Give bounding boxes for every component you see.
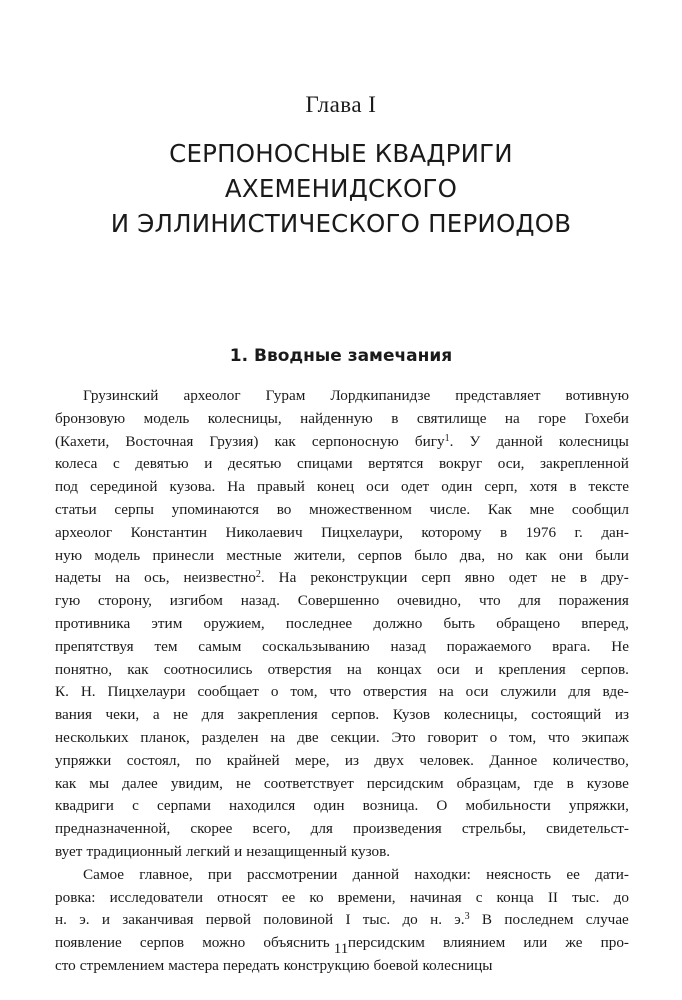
chapter-title	[60, 136, 622, 241]
text-line	[55, 431, 629, 454]
word: Кузов	[392, 706, 431, 724]
word: как	[55, 774, 77, 792]
word: спицами	[296, 455, 353, 473]
word: вания	[55, 706, 92, 724]
word: г.	[574, 523, 583, 541]
word: конца	[496, 888, 534, 906]
word: говорит	[427, 728, 478, 746]
word: чеки,	[105, 706, 140, 724]
word: данной	[496, 432, 543, 450]
word: что	[329, 683, 352, 701]
word: и	[101, 911, 110, 929]
text-line	[55, 636, 629, 659]
word: заканчивая	[122, 911, 194, 929]
word: серединой	[90, 478, 158, 496]
word: которому	[421, 523, 482, 541]
word: что	[478, 592, 501, 610]
word: один	[441, 478, 473, 496]
word: для	[201, 706, 224, 724]
word: серпов.	[331, 706, 380, 724]
word: поражения	[558, 592, 629, 610]
word: отверстия	[267, 660, 332, 678]
word: половиной	[263, 911, 334, 929]
word: незащищенный	[246, 842, 347, 860]
word: оружием,	[203, 614, 265, 632]
word: нескольких	[55, 728, 129, 746]
word: про-	[600, 934, 629, 952]
word: модель	[94, 546, 141, 564]
word: колесницы	[558, 432, 629, 450]
chapter-label: Глава I	[305, 92, 377, 117]
word: жители,	[293, 546, 346, 564]
chapter-title-line: И ЭЛЛИНИСТИЧЕСКОГО ПЕРИОДОВ	[110, 209, 572, 238]
word: мобильности	[465, 797, 551, 815]
word: до	[613, 888, 629, 906]
word: этим	[151, 614, 183, 632]
text-line	[55, 955, 629, 978]
body-text	[55, 385, 629, 978]
word: планок,	[140, 728, 190, 746]
word: служили	[500, 683, 557, 701]
word: одет	[508, 569, 537, 587]
word: но	[497, 546, 514, 564]
word: передать	[222, 956, 280, 974]
word: ровка:	[55, 888, 96, 906]
word: два,	[459, 546, 485, 564]
word: колесницы,	[443, 706, 518, 724]
text-line	[55, 590, 629, 613]
word: вде-	[602, 683, 629, 701]
word: в	[566, 774, 574, 792]
word: тыс.	[362, 911, 391, 929]
word: изгибом	[169, 592, 223, 610]
word: вертятся	[368, 455, 424, 473]
word: исследователи	[109, 888, 204, 906]
word: На	[227, 478, 245, 496]
word: и	[204, 455, 213, 473]
word: археолог	[55, 523, 113, 541]
word: две	[297, 728, 319, 746]
word: археолог	[183, 387, 241, 404]
text-line	[55, 773, 629, 796]
word: как	[274, 432, 296, 450]
word: находки:	[414, 865, 471, 883]
word: Н.	[80, 683, 96, 701]
word: дати-	[595, 865, 629, 883]
paragraph	[55, 385, 629, 864]
word: хотя	[529, 478, 558, 496]
word: крайней	[226, 751, 280, 769]
word: правый	[256, 478, 305, 496]
word: соответствует	[263, 774, 354, 792]
word: о	[489, 728, 498, 746]
word: В	[481, 911, 493, 929]
word: колесницы	[422, 956, 493, 974]
word: стрельбы,	[461, 820, 526, 838]
word: времени,	[337, 888, 396, 906]
word: конец	[316, 478, 355, 496]
word: как	[127, 660, 149, 678]
text-line	[55, 909, 629, 932]
word: мы	[89, 774, 110, 792]
paragraph	[55, 864, 629, 978]
text-line	[55, 704, 629, 727]
word: н.	[55, 911, 67, 929]
word: надеты	[55, 569, 102, 587]
word: легкий	[185, 842, 231, 860]
word: до	[402, 911, 418, 929]
text-line	[55, 681, 629, 704]
word: персидским	[366, 774, 444, 792]
word: для	[310, 820, 333, 838]
word: вокруг	[438, 455, 483, 473]
word: как	[525, 546, 547, 564]
word: врага.	[552, 637, 591, 655]
word: Пицхелаури,	[321, 523, 403, 541]
word: состоящий	[531, 706, 602, 724]
word: в	[569, 478, 577, 496]
word: они	[559, 546, 583, 564]
word: (Кахети,	[55, 432, 110, 450]
word: на	[346, 660, 362, 678]
word: начиная	[409, 888, 462, 906]
word: Как	[487, 500, 512, 518]
word: сторону,	[98, 592, 152, 610]
word: произведения	[352, 820, 442, 838]
word: с	[132, 797, 139, 815]
word: сто	[55, 956, 76, 974]
word: крепления	[498, 660, 566, 678]
word: II	[547, 888, 558, 906]
word: девятью	[135, 455, 189, 473]
word: мне	[529, 500, 555, 518]
word: на	[438, 683, 454, 701]
word: кузове	[586, 774, 629, 792]
word: самым	[198, 637, 242, 655]
word: препятствуя	[55, 637, 134, 655]
word: данной	[352, 865, 400, 883]
word: представляет	[455, 387, 541, 404]
text-line	[55, 613, 629, 636]
word: боевой	[373, 956, 419, 974]
word: О	[436, 797, 448, 815]
word: на	[504, 409, 520, 427]
word: сообщил	[571, 500, 629, 518]
word: э.	[79, 911, 90, 929]
word: бигу$^1$.	[414, 432, 454, 450]
word: были	[595, 546, 629, 564]
text-line	[55, 522, 629, 545]
word: во	[276, 500, 292, 518]
word: конструкцию	[283, 956, 370, 974]
word: образцам,	[456, 774, 521, 792]
word: и	[475, 660, 484, 678]
word: Самое	[83, 865, 125, 883]
word: находился	[229, 797, 296, 815]
word: при	[207, 865, 232, 883]
word: десятью	[227, 455, 282, 473]
word: упряжки	[55, 751, 112, 769]
word: разделен	[201, 728, 259, 746]
word: оси	[465, 683, 489, 701]
word: в	[579, 569, 588, 587]
word: явно	[464, 569, 495, 587]
word: главное,	[139, 865, 193, 883]
word: можно	[202, 934, 246, 952]
word: в	[500, 523, 508, 541]
text-line	[55, 818, 629, 841]
word: не	[236, 774, 251, 792]
word: Гурам	[265, 387, 306, 404]
word: для	[568, 683, 591, 701]
word: оси	[366, 478, 389, 496]
word: тексте	[588, 478, 629, 496]
word: бронзовую	[55, 409, 126, 427]
word: очевидно,	[397, 592, 462, 610]
word: должно	[373, 614, 423, 632]
word: и	[234, 842, 243, 860]
word: отверстия	[363, 683, 427, 701]
word: ее	[281, 888, 296, 906]
word: тыс.	[572, 888, 600, 906]
word: гую	[55, 592, 81, 610]
word: ко	[309, 888, 324, 906]
word: Данное	[489, 751, 538, 769]
word: назад	[390, 637, 426, 655]
word: предназначенной,	[55, 820, 171, 838]
word: традиционный	[86, 842, 182, 860]
word: было	[414, 546, 448, 564]
word: дру-	[601, 569, 629, 587]
word: дан-	[601, 523, 629, 541]
footnote-ref[interactable]: 3	[464, 911, 470, 923]
text-line	[55, 750, 629, 773]
word: тем	[154, 637, 178, 655]
word: Николаевич	[225, 523, 303, 541]
word: серпоносную	[311, 432, 399, 450]
word: понятно,	[55, 660, 112, 678]
word: серп	[421, 569, 451, 587]
word: первой	[205, 911, 252, 929]
word: а	[152, 706, 160, 724]
word: Пицхелаури	[107, 683, 186, 701]
word: серпов	[139, 934, 185, 952]
word: стремлением	[79, 956, 165, 974]
word: двух	[374, 751, 404, 769]
text-line	[55, 864, 629, 887]
chapter-title-line: АХЕМЕНИДСКОГО	[224, 174, 458, 203]
word: соотносились	[163, 660, 253, 678]
text-line	[55, 567, 629, 590]
word: из	[614, 706, 629, 724]
text-line	[55, 545, 629, 568]
word: числе.	[429, 500, 471, 518]
word: под	[55, 478, 79, 496]
text-line	[55, 727, 629, 750]
page-number: 11	[333, 941, 349, 957]
word: кузова.	[169, 478, 216, 496]
word: принесли	[152, 546, 215, 564]
word: на	[270, 728, 286, 746]
word: найденную	[300, 409, 373, 427]
word: где	[533, 774, 554, 792]
word: н.	[430, 911, 442, 929]
word: К.	[55, 683, 69, 701]
word: мере,	[295, 751, 330, 769]
word: один	[313, 797, 345, 815]
word: вотивную	[565, 387, 629, 404]
word: колесницы,	[207, 409, 282, 427]
word: Грузия)	[209, 432, 259, 450]
word: э.$^3$	[454, 911, 470, 929]
word: последнее	[285, 614, 353, 632]
word: ее	[566, 865, 580, 883]
section-title: 1. Вводные замечания	[229, 346, 453, 366]
text-line	[55, 408, 629, 431]
word: Грузинский	[83, 387, 159, 404]
word: персидским	[347, 934, 425, 952]
word: противника	[55, 614, 131, 632]
word: горе	[538, 409, 566, 427]
word: с	[475, 888, 483, 906]
word: серпов.	[580, 660, 629, 678]
word: или	[523, 934, 548, 952]
word: быть	[443, 614, 476, 632]
word: оси,	[497, 455, 525, 473]
word: секции.	[330, 728, 380, 746]
word: с	[112, 455, 120, 473]
word: 1976	[525, 523, 557, 541]
word: рассмотрении	[247, 865, 338, 883]
word: для	[518, 592, 541, 610]
word: вперед,	[581, 614, 629, 632]
word: же	[565, 934, 583, 952]
word: Не	[611, 637, 629, 655]
word: статьи	[55, 500, 97, 518]
word: возница.	[362, 797, 419, 815]
word: поражаемого	[446, 637, 532, 655]
word: серпами	[156, 797, 211, 815]
word: Константин	[130, 523, 207, 541]
word: закрепленной	[540, 455, 629, 473]
word: по	[195, 751, 212, 769]
word: Восточная	[125, 432, 194, 450]
word: в	[391, 409, 399, 427]
word: ось,	[144, 569, 170, 587]
text-line	[55, 887, 629, 910]
word: упряжки,	[568, 797, 629, 815]
word: У	[469, 432, 481, 450]
word: закрепления	[237, 706, 318, 724]
word: что	[548, 728, 570, 746]
word: серпы	[114, 500, 154, 518]
word: неизвестно$^2$.	[183, 569, 265, 587]
word: серп,	[484, 478, 518, 496]
word: оси	[436, 660, 460, 678]
word: на	[115, 569, 131, 587]
word: свидетельст-	[546, 820, 629, 838]
word: концах	[376, 660, 422, 678]
word: Гохеби	[584, 409, 629, 427]
word: появление	[55, 934, 122, 952]
word: местные	[226, 546, 282, 564]
word: Это	[391, 728, 416, 746]
word: На	[278, 569, 297, 587]
word: всего,	[252, 820, 291, 838]
word: экипаж	[581, 728, 629, 746]
word: случае	[585, 911, 629, 929]
word: человек.	[419, 751, 474, 769]
word: назад.	[240, 592, 280, 610]
word: том,	[290, 683, 318, 701]
word: реконструкции	[310, 569, 408, 587]
word: о	[270, 683, 279, 701]
text-line	[55, 841, 629, 864]
word: далее	[122, 774, 158, 792]
word: серпов	[357, 546, 402, 564]
word: множественном	[309, 500, 412, 518]
word: количество,	[552, 751, 629, 769]
word: Лордкипанидзе	[330, 387, 431, 404]
word: кузов.	[350, 842, 391, 860]
word: мастера	[168, 956, 219, 974]
footnote-ref[interactable]: 1	[444, 432, 450, 444]
word: модель	[143, 409, 190, 427]
word: скорее	[190, 820, 233, 838]
word: объяснить	[263, 934, 330, 952]
word: увидим,	[170, 774, 223, 792]
text-line	[55, 453, 629, 476]
text-line	[55, 385, 629, 408]
text-line	[55, 659, 629, 682]
word: относят	[217, 888, 268, 906]
word: колеса	[55, 455, 98, 473]
word: квадриги	[55, 797, 114, 815]
word: неясность	[486, 865, 552, 883]
word: I	[345, 911, 351, 929]
word: из	[344, 751, 360, 769]
word: соскальзыванию	[262, 637, 370, 655]
word: вует	[55, 842, 83, 860]
footnote-ref[interactable]: 2	[255, 569, 261, 581]
word: упоминаются	[171, 500, 259, 518]
word: сообщает	[197, 683, 259, 701]
word: обращено	[496, 614, 561, 632]
word: Совершенно	[297, 592, 380, 610]
word: не	[173, 706, 189, 724]
word: том,	[509, 728, 537, 746]
text-line	[55, 499, 629, 522]
word: ную	[55, 546, 83, 564]
text-line	[55, 476, 629, 499]
word: святилище	[416, 409, 487, 427]
chapter-title-line: СЕРПОНОСНЫЕ КВАДРИГИ	[169, 139, 513, 168]
word: одет	[400, 478, 430, 496]
word: влиянием	[442, 934, 506, 952]
word: последнем	[504, 911, 574, 929]
text-line	[55, 795, 629, 818]
word: состоял,	[126, 751, 181, 769]
word: не	[550, 569, 566, 587]
